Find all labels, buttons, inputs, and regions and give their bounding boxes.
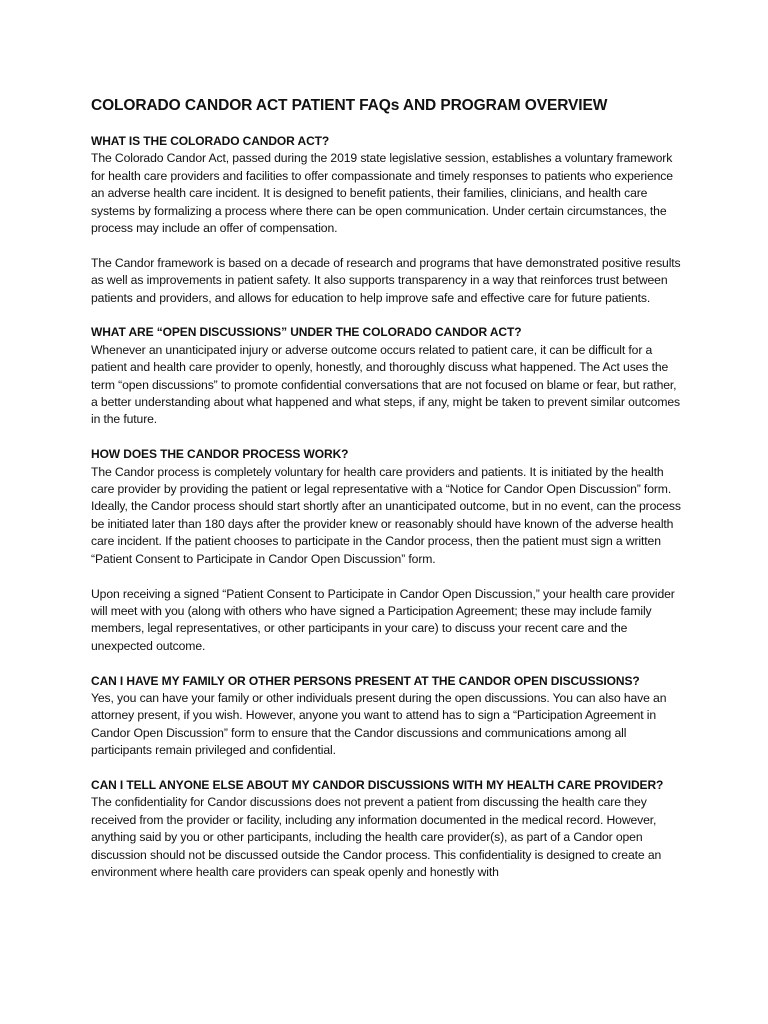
paragraph: The confidentiality for Candor discussions does not prevent a patient from discussing the health care they received from the provider or facility, including any information documented in the medical record. However, anything said by you or other participants, including the health care provider(s), as part of a Candor open discussion should not be discussed outside the Candor process. This confidentiality is designed to create an environment where health care providers can speak openly and honestly with <box>91 795 662 879</box>
section-tell-anyone-else <box>91 777 681 881</box>
section-family-present <box>91 673 681 760</box>
section-heading: CAN I HAVE MY FAMILY OR OTHER PERSONS PRESENT AT THE CANDOR OPEN DISCUSSIONS? <box>91 673 640 688</box>
section-heading: WHAT IS THE COLORADO CANDOR ACT? <box>91 134 330 148</box>
section-heading: WHAT ARE “OPEN DISCUSSIONS” UNDER THE COLORADO CANDOR ACT? <box>91 325 522 340</box>
paragraph: Whenever an unanticipated injury or adverse outcome occurs related to patient care, it can be difficult for a patient and health care provider to openly, honestly, and thoroughly discuss what happened. The Act uses the term “open discussions” to promote confidential conversations that are not focused on blame or fear, but rather, a better understanding about what happened and what steps, if any, might be taken to prevent similar outcomes in the future. <box>91 342 680 427</box>
section-what-is-candor-act <box>91 133 681 307</box>
paragraph: The Candor framework is based on a decade of research and programs that have demonstrated positive results as well as improvements in patient safety. It also supports transparency in a way that reinforces trust between patients and providers, and allows for education to help improve safe and effective care for future patients. <box>91 255 681 305</box>
paragraph: The Colorado Candor Act, passed during the 2019 state legislative session, establishes a voluntary framework for health care providers and facilities to offer compassionate and timely responses to patients who experience an adverse health care incident. It is designed to benefit patients, their families, clinicians, and health care systems by formalizing a process where there can be open communication. Under certain circumstances, the process may include an offer of compensation. <box>91 151 673 236</box>
paragraph: Yes, you can have your family or other individuals present during the open discussions. You can also have an attorney present, if you wish. However, anyone you want to attend has to sign a “Participation Agreement in Candor Open Discussion” form to ensure that the Candor discussions and communications among all participants remain privileged and confidential. <box>91 690 667 758</box>
section-heading: HOW DOES THE CANDOR PROCESS WORK? <box>91 447 349 462</box>
document-page <box>91 96 681 899</box>
paragraph: The Candor process is completely voluntary for health care providers and patients. It is initiated by the health care provider by providing the patient or legal representative with a “Notice for Candor Open Discussion” form. Ideally, the Candor process should start shortly after an unanticipated outcome, but in no event, can the process be initiated later than 180 days after the provider knew or reasonably should have known of the adverse health care incident. If the patient chooses to participate in the Candor process, then the patient must sign a written “Patient Consent to Participate in Candor Open Discussion” form. <box>91 464 681 566</box>
document-title: COLORADO CANDOR ACT PATIENT FAQs AND PROGRAM OVERVIEW <box>91 97 608 114</box>
section-heading: CAN I TELL ANYONE ELSE ABOUT MY CANDOR DISCUSSIONS WITH MY HEALTH CARE PROVIDER? <box>91 777 664 792</box>
paragraph: Upon receiving a signed “Patient Consent to Participate in Candor Open Discussion,” your health care provider will meet with you (along with others who have signed a Participation Agreement; these may include family members, legal representatives, or other participants in your care) to discuss your recent care and the unexpected outcome. <box>91 586 675 653</box>
section-how-process-works <box>91 446 681 655</box>
section-open-discussions <box>91 324 681 428</box>
